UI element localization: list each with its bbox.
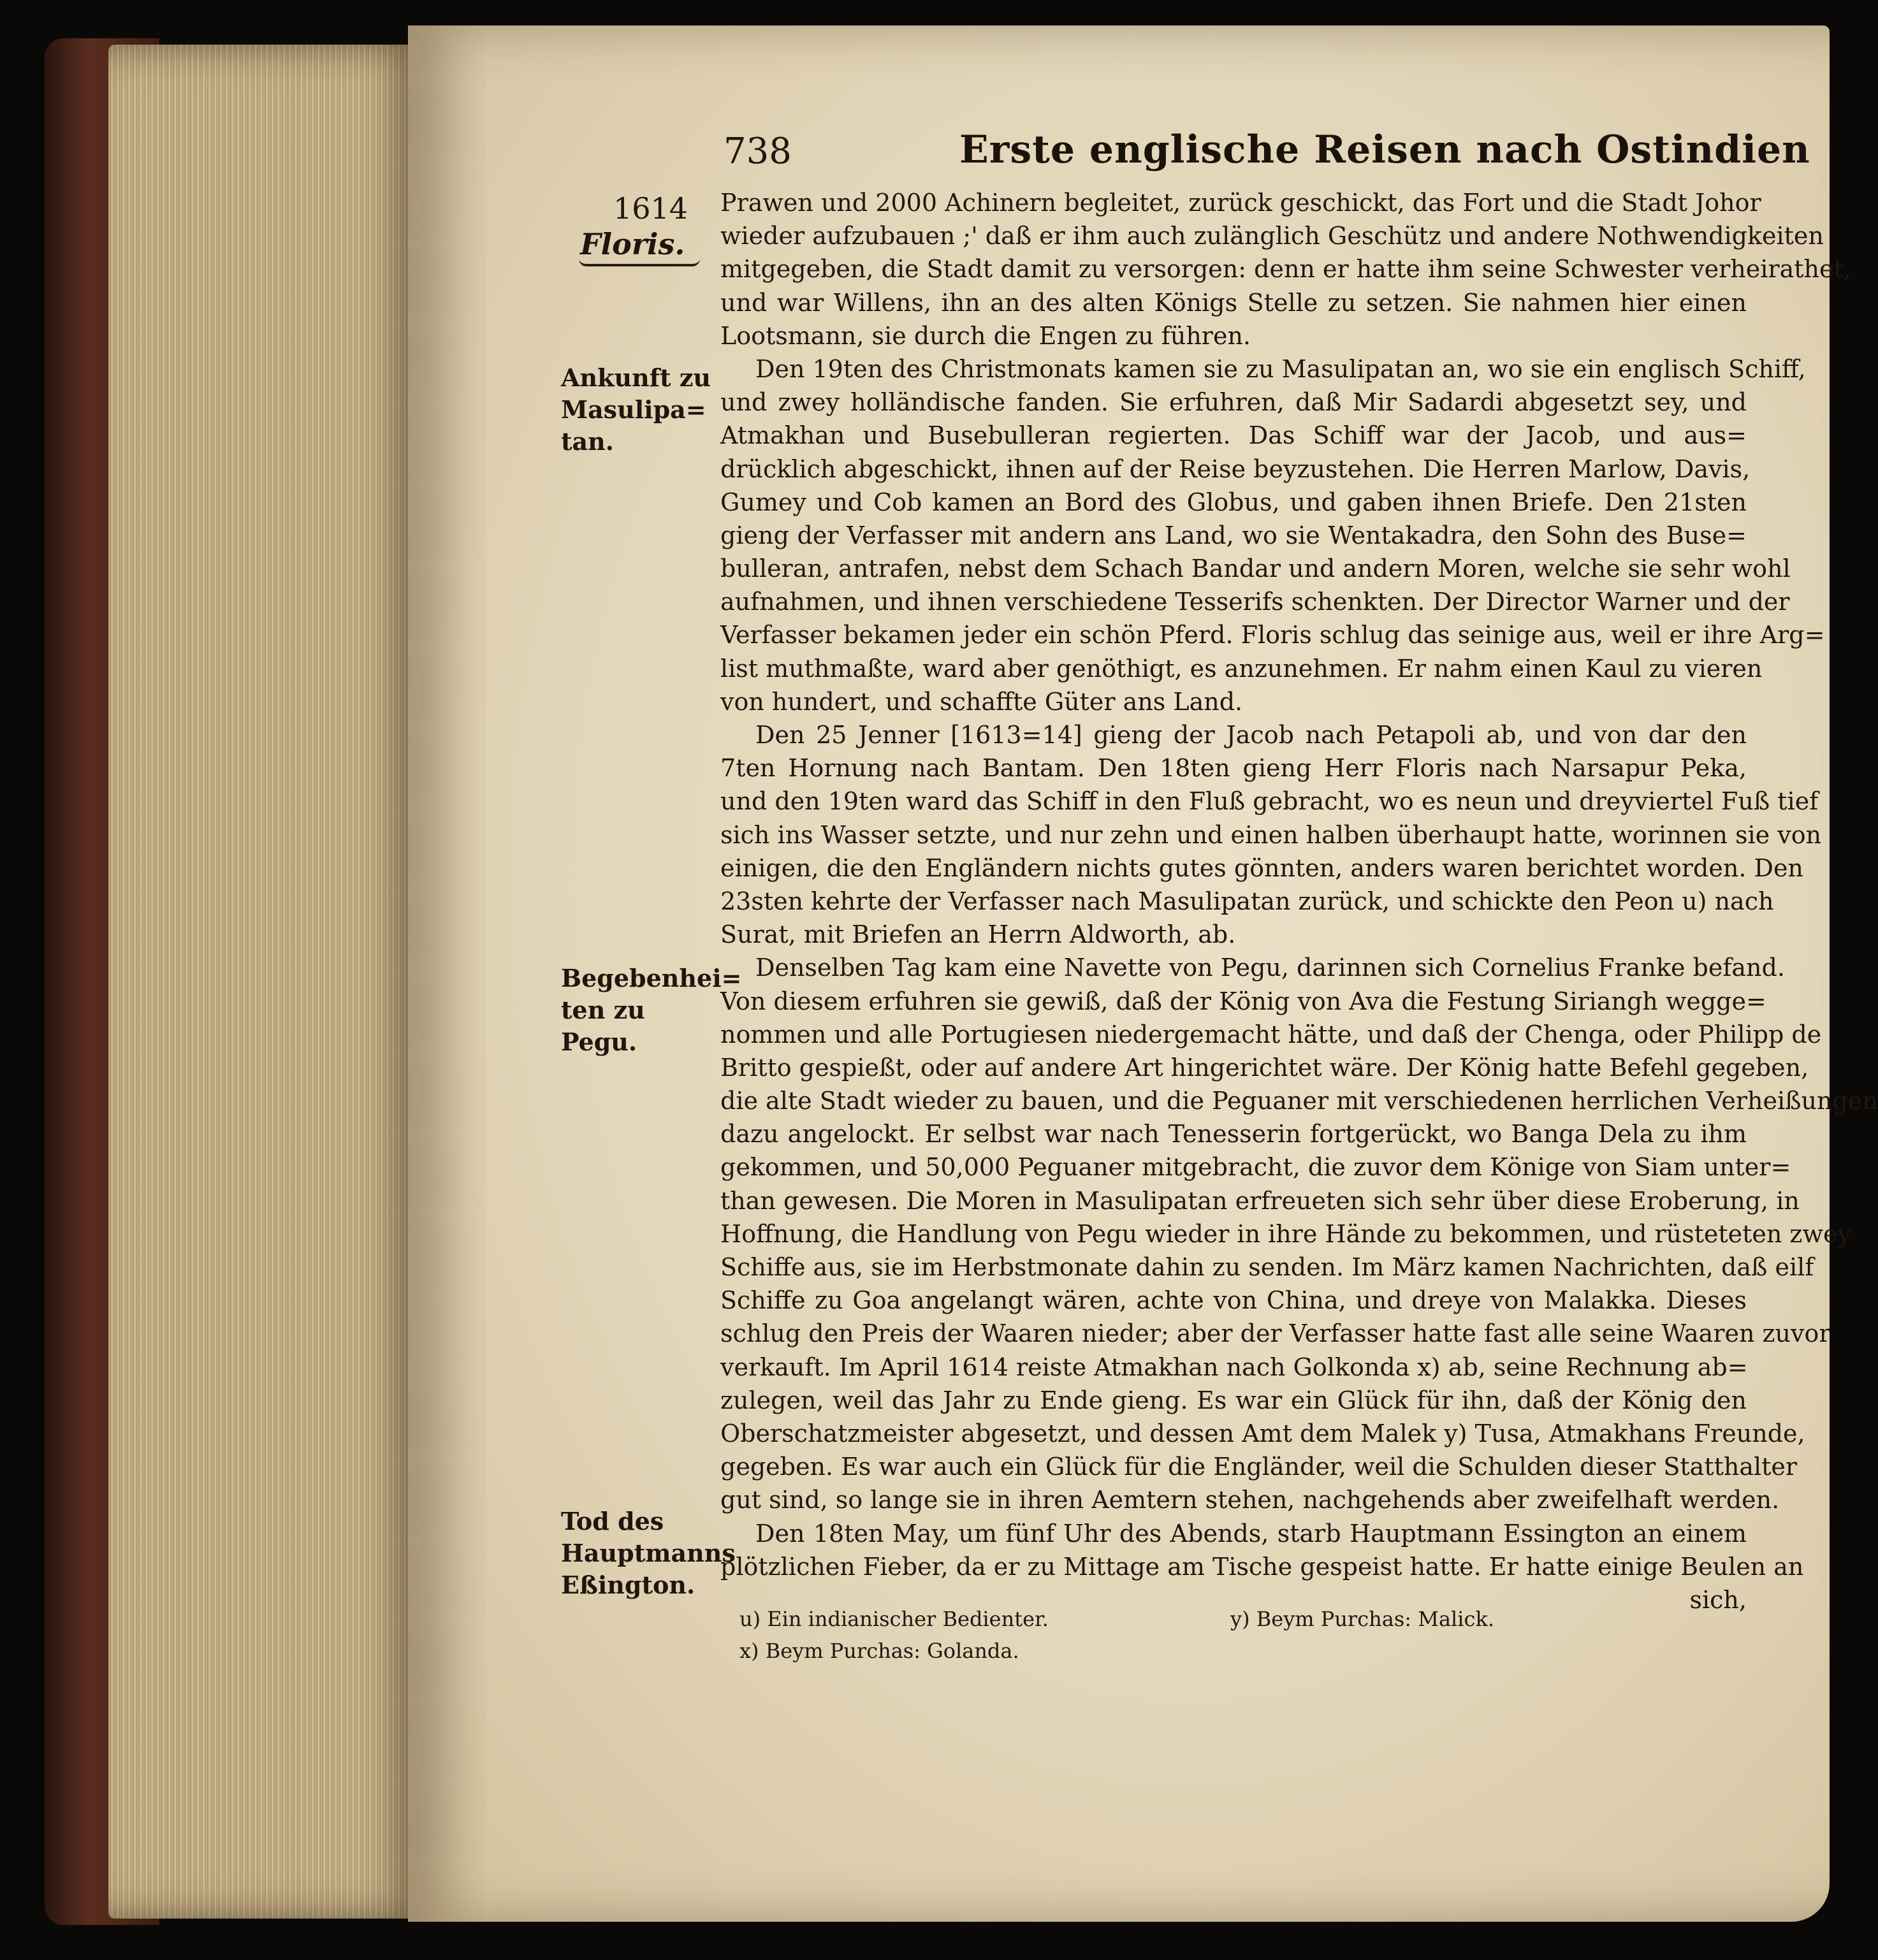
margin-note-line: ten zu Pegu. [561, 996, 645, 1056]
text-line: Oberschatzmeister abgesetzt, und dessen Amt dem Malek y) Tusa, Atmakhans Freunde, [720, 1419, 1805, 1448]
footnotes-left [739, 1603, 1049, 1667]
text-line: schlug den Preis der Waaren nieder; aber der Verfasser hatte fast alle seine Waaren zuvor [720, 1319, 1831, 1348]
text-line: einigen, die den Engländern nichts gutes gönnten, anders waren berichtet worden. Den [720, 853, 1803, 882]
text-line: verkauft. Im April 1614 reiste Atmakhan nach Golkonda x) ab, seine Rechnung ab= [720, 1353, 1748, 1381]
text-line: bulleran, antrafen, nebst dem Schach Bandar und andern Moren, welche sie sehr wohl [720, 555, 1791, 583]
text-line: Von diesem erfuhren sie gewiß, daß der König von Ava die Festung Siriangh wegge= [720, 987, 1766, 1015]
margin-year: 1614 [613, 191, 688, 226]
text-line: und zwey holländische fanden. Sie erfuhren, daß Mir Sadardi abgesetzt sey, und [720, 388, 1747, 417]
text-line: Schiffe aus, sie im Herbstmonate dahin zu senden. Im März kamen Nachrichten, daß eilf [720, 1253, 1814, 1281]
text-line: von hundert, und schaffte Güter ans Land. [720, 687, 1243, 716]
margin-brace [579, 259, 700, 266]
text-line: gut sind, so lange sie in ihren Aemtern stehen, nachgehends aber zweifelhaft werden. [720, 1486, 1780, 1514]
footnote-x: x) Beym Purchas: Golanda. [739, 1639, 1019, 1663]
text-line: Den 18ten May, um fünf Uhr des Abends, starb Hauptmann Essington an einem [755, 1519, 1747, 1548]
text-line: gegeben. Es war auch ein Glück für die Engländer, weil die Schulden dieser Statthalter [720, 1453, 1798, 1481]
text-line: Verfasser bekamen jeder ein schön Pferd. Floris schlug das seinige aus, weil er ihre Arg= [720, 621, 1825, 650]
text-line: mitgegeben, die Stadt damit zu versorgen: denn er hatte ihm seine Schwester verheirathet, [720, 255, 1851, 284]
text-line: Schiffe zu Goa angelangt wären, achte von China, und dreye von Malakka. Dieses [720, 1286, 1747, 1315]
text-line: plötzlichen Fieber, da er zu Mittage am Tische gespeist hatte. Er hatte einige Beulen an [720, 1552, 1804, 1581]
margin-note-line: Tod des [561, 1507, 664, 1535]
text-line: than gewesen. Die Moren in Masulipatan erfreueten sich sehr über diese Eroberung, in [720, 1186, 1800, 1215]
running-header: Erste englische Reisen nach Ostindien [959, 127, 1810, 172]
body-text [720, 186, 1878, 1616]
text-line: Britto gespießt, oder auf andere Art hingerichtet wäre. Der König hatte Befehl gegeben, [720, 1053, 1809, 1082]
text-line: gieng der Verfasser mit andern ans Land, wo sie Wentakadra, den Sohn des Buse= [720, 521, 1747, 549]
margin-note-line: Ankunft zu [561, 363, 711, 392]
text-line: und den 19ten ward das Schiff in den Fluß gebracht, wo es neun und dreyviertel Fuß tief [720, 787, 1819, 816]
text-line: Gumey und Cob kamen an Bord des Globus, und gaben ihnen Briefe. Den 21sten [720, 488, 1747, 516]
text-line: Hoffnung, die Handlung von Pegu wieder in ihre Hände zu bekommen, und rüsteteten zwey [720, 1219, 1851, 1248]
margin-note-death [561, 1506, 736, 1601]
text-line: Den 19ten des Christmonats kamen sie zu Masulipatan an, wo sie ein englisch Schiff, [755, 354, 1806, 383]
margin-note-line: Masulipa= [561, 395, 706, 424]
text-line: Lootsmann, sie durch die Engen zu führen. [720, 321, 1251, 350]
text-line: nommen und alle Portugiesen niedergemacht hätte, und daß der Chenga, oder Philipp de [720, 1020, 1822, 1049]
margin-note-line: Hauptmanns [561, 1539, 736, 1567]
text-line: sich ins Wasser setzte, und nur zehn und einen halben überhaupt hatte, worinnen sie von [720, 820, 1822, 849]
text-line: 23sten kehrte der Verfasser nach Masulipatan zurück, und schickte den Peon u) nach [720, 887, 1774, 915]
margin-note-line: Eßington. [561, 1571, 695, 1599]
text-line: Atmakhan und Busebulleran regierten. Das Schiff war der Jacob, und aus= [720, 421, 1747, 450]
margin-name: Floris. [580, 227, 685, 261]
margin-note-line: tan. [561, 427, 615, 456]
text-line: zulegen, weil das Jahr zu Ende gieng. Es war ein Glück für ihn, daß der König den [720, 1386, 1747, 1414]
text-line: Prawen und 2000 Achinern begleitet, zurück geschickt, das Fort und die Stadt Johor [720, 189, 1761, 217]
footnote-y: y) Beym Purchas: Malick. [1230, 1607, 1494, 1631]
text-line: drücklich abgeschickt, ihnen auf der Reise beyzustehen. Die Herren Marlow, Davis, [720, 454, 1751, 483]
text-line: Denselben Tag kam eine Navette von Pegu, darinnen sich Cornelius Franke befand. [755, 954, 1785, 982]
footnote-u: u) Ein indianischer Bedienter. [739, 1607, 1049, 1631]
text-line: wieder aufzubauen ;' daß er ihm auch zulänglich Geschütz und andere Nothwendigkeiten [720, 222, 1824, 250]
text-line: gekommen, und 50,000 Peguaner mitgebracht, die zuvor dem Könige von Siam unter= [720, 1153, 1791, 1182]
text-line: und war Willens, ihn an des alten Königs Stelle zu setzen. Sie nahmen hier einen [720, 288, 1747, 317]
text-line: 7ten Hornung nach Bantam. Den 18ten gieng Herr Floris nach Narsapur Peka, [720, 754, 1747, 783]
text-line: dazu angelockt. Er selbst war nach Tenesserin fortgerückt, wo Banga Dela zu ihm [720, 1120, 1747, 1149]
margin-note-arrival [561, 362, 714, 458]
text-line: Den 25 Jenner [1613=14] gieng der Jacob nach Petapoli ab, und von dar den [755, 721, 1747, 749]
text-line: aufnahmen, und ihnen verschiedene Tesserifs schenkten. Der Director Warner und der [720, 588, 1790, 616]
margin-note-pegu [561, 962, 742, 1058]
catchword: sich, [1689, 1585, 1747, 1614]
margin-note-line: Begebenhei= [561, 964, 742, 992]
text-line: Surat, mit Briefen an Herrn Aldworth, ab. [720, 920, 1236, 949]
text-line: list muthmaßte, ward aber genöthigt, es anzunehmen. Er nahm einen Kaul zu vieren [720, 654, 1763, 683]
footnotes-right [1230, 1603, 1494, 1635]
page-number: 738 [724, 131, 792, 172]
page-edges [108, 45, 427, 1919]
text-line: die alte Stadt wieder zu bauen, und die Peguaner mit verschiedenen herrlichen Verheißungen [720, 1087, 1878, 1115]
